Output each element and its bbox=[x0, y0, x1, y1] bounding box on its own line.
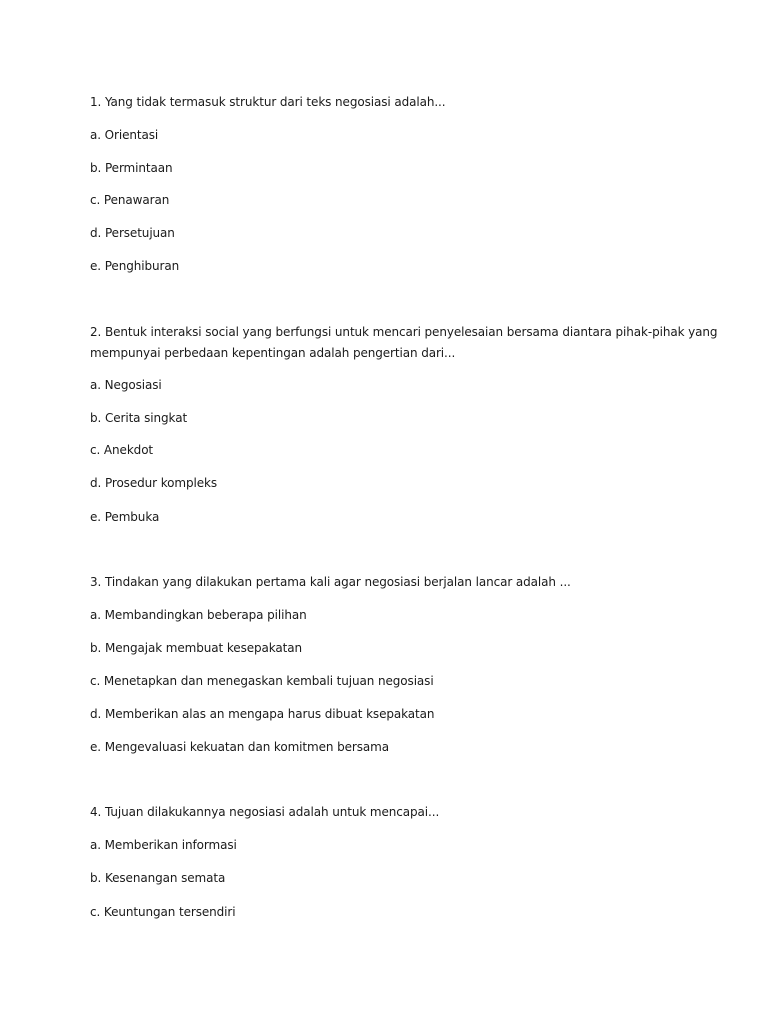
question-2-option-b: b. Cerita singkat bbox=[90, 411, 188, 425]
question-4-option-a: a. Memberikan informasi bbox=[90, 838, 237, 852]
question-4-text: 4. Tujuan dilakukannya negosiasi adalah untuk mencapai... bbox=[90, 805, 440, 819]
question-4-option-c: c. Keuntungan tersendiri bbox=[90, 905, 236, 919]
question-2-text-line-2: mempunyai perbedaan kepentingan adalah pengertian dari... bbox=[90, 346, 456, 360]
question-1-option-e: e. Penghiburan bbox=[90, 259, 180, 273]
question-1-text: 1. Yang tidak termasuk struktur dari teks negosiasi adalah... bbox=[90, 95, 446, 109]
question-3-option-d: d. Memberikan alas an mengapa harus dibuat ksepakatan bbox=[90, 707, 435, 721]
question-2-option-a: a. Negosiasi bbox=[90, 378, 162, 392]
question-3-option-a: a. Membandingkan beberapa pilihan bbox=[90, 608, 307, 622]
question-2-text-line-1: 2. Bentuk interaksi social yang berfungsi untuk mencari penyelesaian bersama diantara pihak-pihak yang bbox=[90, 325, 718, 339]
question-3-option-e: e. Mengevaluasi kekuatan dan komitmen bersama bbox=[90, 740, 389, 754]
question-3-option-b: b. Mengajak membuat kesepakatan bbox=[90, 641, 303, 655]
question-3-text: 3. Tindakan yang dilakukan pertama kali agar negosiasi berjalan lancar adalah ... bbox=[90, 575, 571, 589]
question-3-option-c: c. Menetapkan dan menegaskan kembali tujuan negosiasi bbox=[90, 674, 434, 688]
question-1-option-d: d. Persetujuan bbox=[90, 226, 175, 240]
question-1-option-b: b. Permintaan bbox=[90, 161, 173, 175]
question-2-option-e: e. Pembuka bbox=[90, 510, 160, 524]
question-4-option-b: b. Kesenangan semata bbox=[90, 871, 226, 885]
question-2-option-c: c. Anekdot bbox=[90, 443, 154, 457]
question-1-option-c: c. Penawaran bbox=[90, 193, 170, 207]
question-1-option-a: a. Orientasi bbox=[90, 128, 159, 142]
question-2-option-d: d. Prosedur kompleks bbox=[90, 476, 217, 490]
